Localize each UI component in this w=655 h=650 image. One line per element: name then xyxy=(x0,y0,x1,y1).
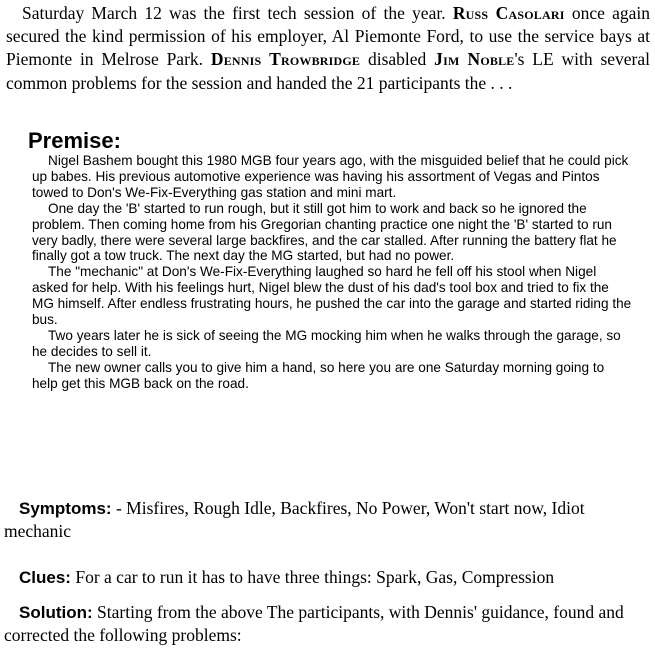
intro-text-3: disabled xyxy=(360,49,435,70)
solution-text: Starting from the above The participants, with Dennis' guidance, found and corrected the following problems: xyxy=(4,602,624,645)
intro-text-4: 's LE with several common problems for the session and handed the 21 participants the . . . xyxy=(6,49,651,93)
premise-heading: Premise: xyxy=(28,128,121,153)
premise-paragraph: The "mechanic" at Don's We-Fix-Everything laughed so hard he fell off his stool when Nigel asked for help. With his feelings hurt, Nigel blew the dust of his dad's tool box and tried to fix the MG himself. After endless frustrating hours, he pushed the car into the garage and started riding the bus. xyxy=(32,264,632,328)
symptoms-label: Symptoms: xyxy=(19,499,112,518)
premise-paragraph: The new owner calls you to give him a hand, so here you are one Saturday morning going to help get this MGB back on the road. xyxy=(32,359,605,391)
intro-text-2: once again secured the kind permission of his employer, Al Piemonte Ford, to use the service bays at Piemonte in Melrose Park. xyxy=(6,3,650,70)
symptoms-text: - Misfires, Rough Idle, Backfires, No Power, Won't start now, Idiot mechanic xyxy=(4,498,585,541)
symptoms-section xyxy=(4,497,644,543)
person-name-russ-casolari: Russ Casolari xyxy=(452,3,565,23)
intro-text-1: Saturday March 12 was the first tech session of the year. xyxy=(22,3,453,23)
clues-section xyxy=(4,566,644,589)
premise-paragraph: One day the 'B' started to run rough, but it still got him to work and back so he ignored the problem. Then coming home from his Gregorian chanting practice one night the 'B' started to run very badly, there were several large backfires, and the car stalled. After running the battery flat he finally got a tow truck. The next day the MG started, but had no power. xyxy=(32,200,617,264)
intro-paragraph xyxy=(6,2,650,95)
clues-label: Clues: xyxy=(19,568,71,587)
solution-section xyxy=(4,601,644,647)
person-name-jim-noble: Jim Noble xyxy=(434,49,515,70)
premise-body xyxy=(32,153,632,392)
premise-paragraph: Two years later he is sick of seeing the MG mocking him when he walks through the garage, so he decides to sell it. xyxy=(32,327,621,359)
solution-label: Solution: xyxy=(19,603,93,622)
person-name-dennis-trowbridge: Dennis Trowbridge xyxy=(210,49,361,70)
clues-text: For a car to run it has to have three things: Spark, Gas, Compression xyxy=(70,567,555,587)
premise-paragraph: Nigel Bashem bought this 1980 MGB four years ago, with the misguided belief that he could pick up babes. His previous automotive experience was having his assortment of Vegas and Pintos towed to Don's We-Fix-Everything gas station and mini mart. xyxy=(32,153,629,200)
